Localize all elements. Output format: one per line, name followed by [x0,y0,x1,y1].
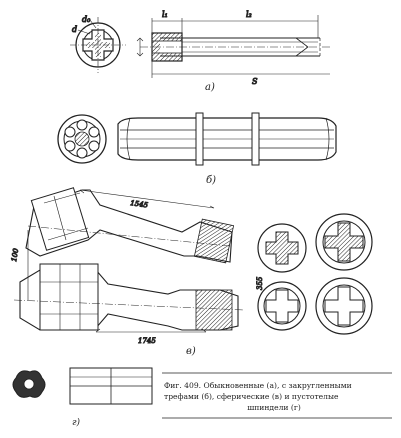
dim-l1: l₁ [162,10,168,19]
caption-line-2: трефами (б), сферические (в) и пустотелые [164,392,339,401]
label-part-a: а) [205,82,215,93]
caption-line-1: Фиг. 409. Обыкновенные (а), с закругленными [164,381,352,390]
part-g-end-view [13,371,45,397]
dim-d-inner: d₀ [82,15,91,24]
part-a-end-view [70,17,126,73]
label-part-b: б) [206,175,217,186]
dim-top: 1545 [129,199,149,210]
part-a-spindle [70,10,330,86]
part-v-spindles [10,188,372,345]
part-v-end-views [258,214,372,334]
part-b-end-view [58,115,106,163]
dim-l2: l₂ [246,10,252,19]
label-part-g: г) [72,418,81,428]
dim-d-outer: d [72,25,78,34]
part-a-side-view [137,15,330,78]
dim-bottom: 1745 [138,337,156,345]
part-b-side-view [118,113,336,165]
caption-line-3: шпиндели (г) [247,403,301,412]
dim-small: 355 [256,276,264,290]
label-part-v: в) [186,346,196,357]
dim-left: 100 [10,247,21,263]
part-g-spindle [13,368,152,404]
part-b-spindle [58,113,336,165]
part-v-upper-spindle [26,188,234,263]
figure-caption [164,380,384,413]
dim-s: S [252,77,258,86]
part-g-side-view [70,368,152,404]
